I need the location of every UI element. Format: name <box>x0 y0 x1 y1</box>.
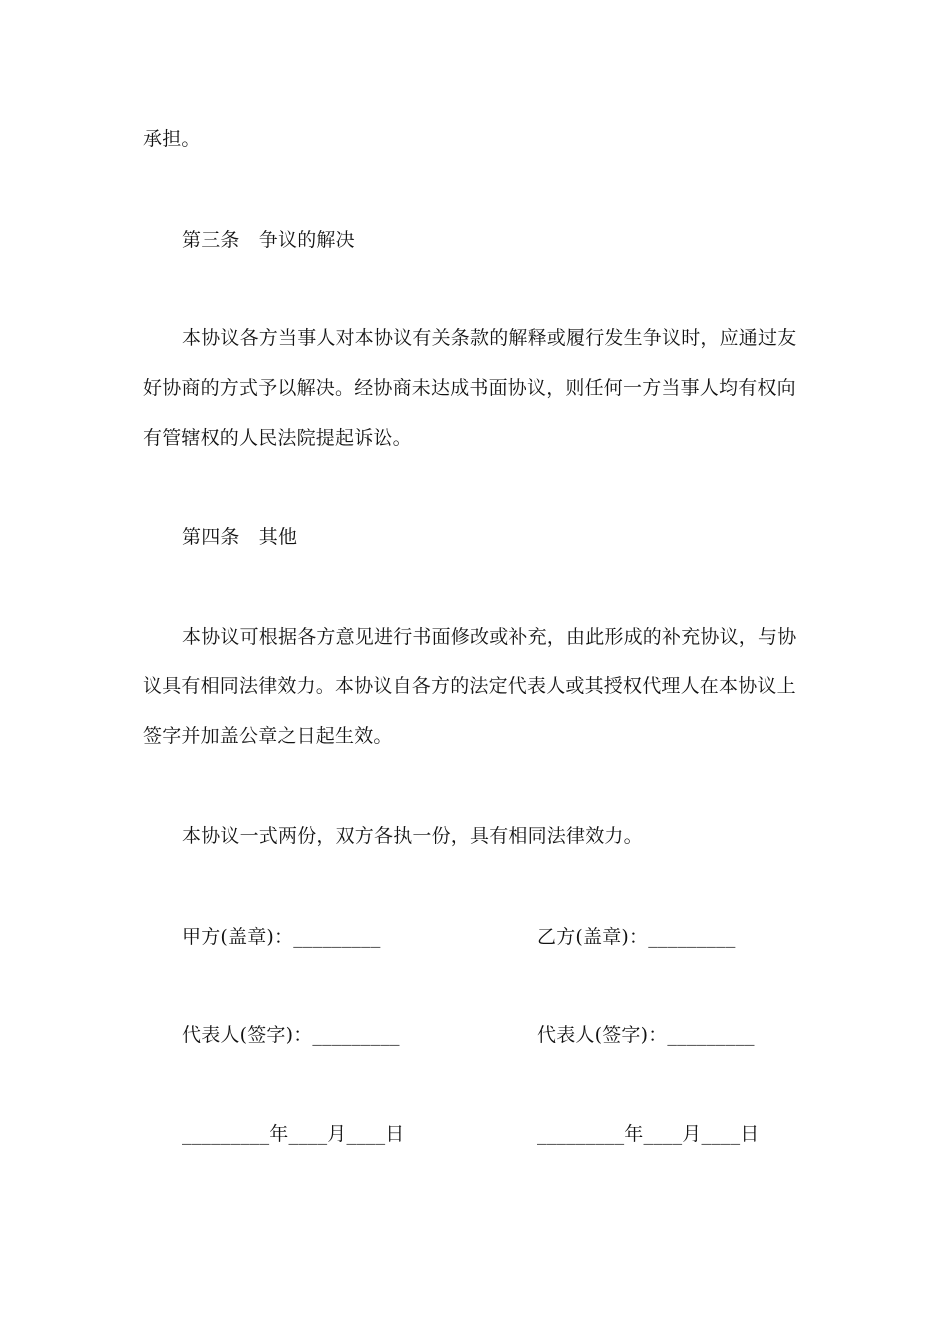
party-a-date-field: _________年____月____日 <box>182 1123 405 1145</box>
article-4-line-2: 议具有相同法律效力。本协议自各方的法定代表人或其授权代理人在本协议上 <box>143 675 796 697</box>
article-3-heading: 第三条 争议的解决 <box>182 229 355 251</box>
article-4-heading: 第四条 其他 <box>182 526 298 548</box>
article-4-line-3: 签字并加盖公章之日起生效。 <box>143 725 393 747</box>
article-3-line-2: 好协商的方式予以解决。经协商未达成书面协议，则任何一方当事人均有权向 <box>143 377 796 399</box>
party-a-seal-field: 甲方(盖章)：_________ <box>182 926 381 948</box>
article-3-line-3: 有管辖权的人民法院提起诉讼。 <box>143 427 412 449</box>
carryover-text: 承担。 <box>143 128 201 150</box>
article-4-line-1: 本协议可根据各方意见进行书面修改或补充，由此形成的补充协议，与协 <box>182 626 797 648</box>
article-3-line-1: 本协议各方当事人对本协议有关条款的解释或履行发生争议时，应通过友 <box>182 327 797 349</box>
copies-statement: 本协议一式两份，双方各执一份，具有相同法律效力。 <box>182 825 643 847</box>
party-b-representative-field: 代表人(签字)：_________ <box>537 1024 755 1046</box>
party-b-seal-field: 乙方(盖章)：_________ <box>537 926 736 948</box>
party-b-date-field: _________年____月____日 <box>537 1123 760 1145</box>
party-a-representative-field: 代表人(签字)：_________ <box>182 1024 400 1046</box>
